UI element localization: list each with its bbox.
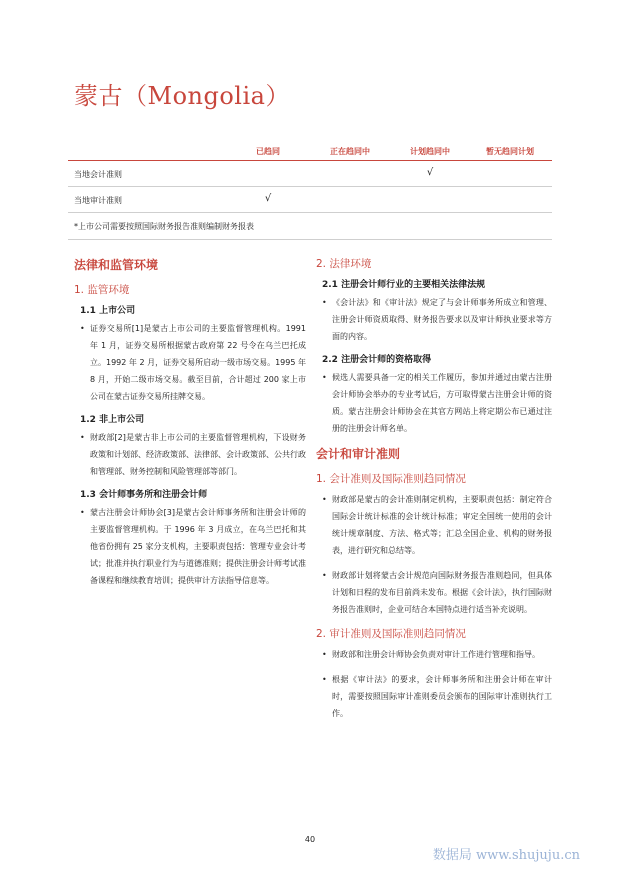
paragraph-auditing-2: • 根据《审计法》的要求，会计师事务所和注册会计师在审计时，需要按照国际审计准则委员会颁布的国际审计准则执行工作。 <box>316 671 552 722</box>
row-label: 当地审计准则 <box>74 196 122 205</box>
col-header-no-plan: 暂无趋同计划 <box>486 147 534 156</box>
paragraph-qualification: • 候选人需要具备一定的相关工作履历，参加并通过由蒙古注册会计师协会举办的专业考试后，方可取得蒙古注册会计师的资质。蒙古注册会计师协会在其官方网站上将定期公布已通过注册的注册会计师名单。 <box>316 369 552 437</box>
heading-unlisted-companies: 1.2 非上市公司 <box>80 415 145 425</box>
check-mark: √ <box>264 193 272 204</box>
check-mark: √ <box>426 167 434 178</box>
paragraph-accounting-2: • 财政部计划将蒙古会计规范向国际财务报告准则趋同，但具体计划和日程的发布目前尚未发布。根据《会计法》，执行国际财务报告准则时，企业可结合本国特点进行适当补充说明。 <box>316 567 552 618</box>
paragraph-firms-cpas: • 蒙古注册会计师协会[3]是蒙古会计师事务所和注册会计师的主要监督管理机构。于 1996 年 3 月成立，在乌兰巴托和其他省份拥有 25 家分支机构，主要职责包括：管理专业会计考试；批准并执行职业行为与道德准则；提供注册会计师考试准备课程和继续教育培训；提供审计方法指导信息等。 <box>74 504 306 589</box>
col-header-planned: 计划趋同中 <box>410 147 450 156</box>
row-label: 当地会计准则 <box>74 170 122 179</box>
page-number: 40 <box>304 835 316 844</box>
col-header-converging: 正在趋同中 <box>330 147 370 156</box>
subheading-auditing: 2. 审计准则及国际准则趋同情况 <box>316 628 466 640</box>
heading-listed-companies: 1.1 上市公司 <box>80 306 136 316</box>
heading-firms-cpas: 1.3 会计师事务所和注册会计师 <box>80 490 208 500</box>
heading-qualification: 2.2 注册会计师的资格取得 <box>322 355 432 365</box>
page-title: 蒙古（Mongolia） <box>74 82 290 110</box>
paragraph-auditing-1: • 财政部和注册会计师协会负责对审计工作进行管理和指导。 <box>316 646 552 663</box>
heading-laws: 2.1 注册会计师行业的主要相关法律法规 <box>322 280 486 290</box>
right-column <box>316 256 552 730</box>
table-header <box>68 143 552 161</box>
paragraph-laws: • 《会计法》和《审计法》规定了与会计师事务所成立和管理、注册会计师资质取得、财务报告要求以及审计师执业要求等方面的内容。 <box>316 294 552 345</box>
section-heading-standards: 会计和审计准则 <box>316 447 401 461</box>
convergence-table <box>68 143 552 240</box>
paragraph-accounting-1: • 财政部是蒙古的会计准则制定机构，主要职责包括：制定符合国际会计统计标准的会计统计标准；审定全国统一使用的会计统计规章制度、方法、格式等；汇总全国企业、机构的财务报表，进行研究和总结等。 <box>316 491 552 559</box>
paragraph-unlisted-companies: • 财政部[2]是蒙古非上市公司的主要监督管理机构，下设财务政策和计划部、经济政策部、法律部、会计政策部、公共行政和管理部、财务控制和风险管理部等部门。 <box>74 429 306 480</box>
table-note <box>68 213 552 240</box>
subheading-regulatory: 1. 监管环境 <box>74 284 130 296</box>
subheading-legal-env: 2. 法律环境 <box>316 258 372 270</box>
left-column <box>74 256 306 597</box>
section-heading-legal: 法律和监管环境 <box>74 258 159 272</box>
subheading-accounting: 1. 会计准则及国际准则趋同情况 <box>316 473 466 485</box>
watermark: 数据局 www.shujuju.cn <box>432 848 580 863</box>
paragraph-listed-companies: • 证券交易所[1]是蒙古上市公司的主要监督管理机构。1991 年 1 月，证券交易所根据蒙古政府第 22 号令在乌兰巴托成立。1992 年 2 月，证券交易所启动一级市场交易。1995 年 8 月，开始二级市场交易。截至目前，合计超过 200 家上市公司在蒙古证券交易所挂牌交易。 <box>74 320 306 405</box>
table-row <box>68 187 552 213</box>
table-row <box>68 161 552 187</box>
col-header-converged: 已趋同 <box>256 147 280 156</box>
table-footnote: *上市公司需要按照国际财务报告准则编制财务报表 <box>74 222 254 231</box>
